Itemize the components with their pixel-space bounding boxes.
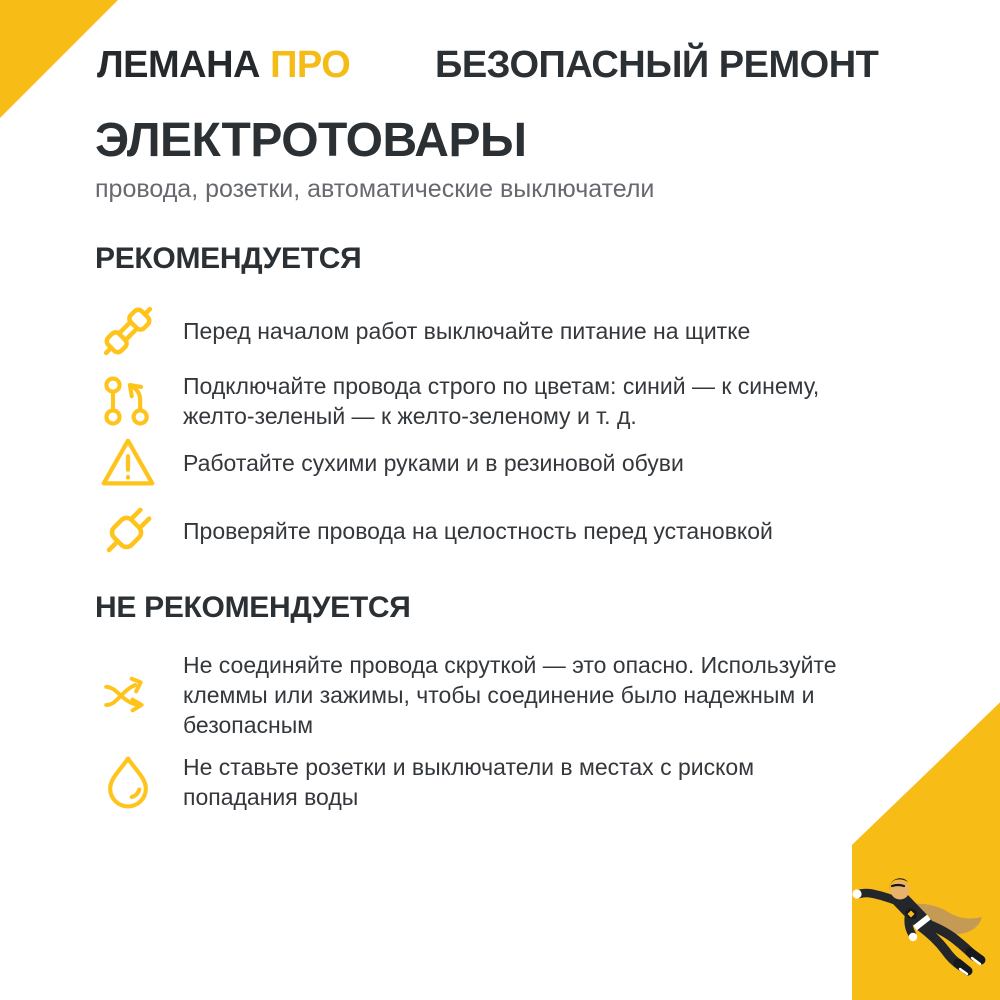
wire-colors-branch-icon — [95, 368, 161, 434]
list-item — [95, 368, 873, 434]
brand-logo-part2: ПРО — [270, 44, 351, 86]
poster-title: БЕЗОПАСНЫЙ РЕМОНТ — [435, 44, 879, 86]
brand-logo-part1: ЛЕМАНА — [97, 44, 260, 86]
brand-logo — [97, 44, 350, 86]
flying-handyman-character — [848, 868, 992, 990]
warning-triangle-icon — [95, 430, 161, 496]
page-subtitle: провода, розетки, автоматические выключатели — [95, 175, 655, 203]
list-item-text: Перед началом работ выключайте питание на щитке — [183, 318, 751, 344]
list-item — [95, 749, 873, 815]
crossed-wires-shuffle-icon — [95, 662, 161, 728]
list-item-text: Проверяйте провода на целостность перед установкой — [183, 518, 773, 544]
page-title: ЭЛЕКТРОТОВАРЫ — [95, 114, 527, 167]
list-item — [95, 430, 873, 496]
list-item-text: Не соединяйте провода скруткой — это опасно. Используйте клеммы или зажимы, чтобы соединение было надежным и безопасным — [183, 652, 837, 738]
list-item — [95, 650, 873, 740]
list-item — [95, 498, 873, 564]
list-item-text: Работайте сухими руками и в резиновой обуви — [183, 450, 684, 476]
list-item-text: Подключайте провода строго по цветам: синий — к синему, желто-зеленый — к желто-зеленому и т. д. — [183, 373, 820, 429]
recommended-heading: РЕКОМЕНДУЕТСЯ — [95, 242, 362, 275]
plug-icon — [95, 498, 161, 564]
list-item-text: Не ставьте розетки и выключатели в местах с риском попадания воды — [183, 754, 755, 810]
water-drop-icon — [95, 749, 161, 815]
list-item — [95, 298, 873, 364]
unplugged-connectors-icon — [95, 298, 161, 364]
not-recommended-heading: НЕ РЕКОМЕНДУЕТСЯ — [95, 591, 411, 624]
